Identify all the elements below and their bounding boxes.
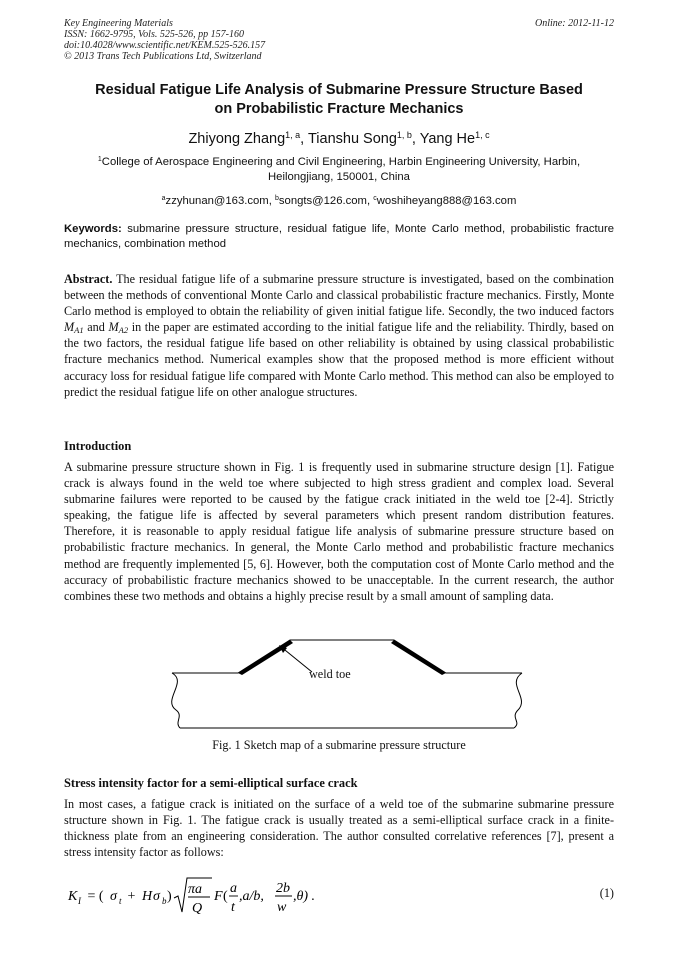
figure-caption: Fig. 1 Sketch map of a submarine pressure structure <box>212 738 466 752</box>
issn-line: ISSN: 1662-9795, Vols. 525-526, pp 157-160 <box>64 29 244 40</box>
affiliation <box>64 155 614 185</box>
journal-name: Key Engineering Materials <box>64 18 173 29</box>
author-list <box>64 130 614 148</box>
online-date: Online: 2012-11-12 <box>535 18 614 29</box>
journal-header <box>64 18 484 62</box>
eq-t: t <box>231 900 235 915</box>
right-break-line <box>514 673 522 728</box>
abstract-and: and <box>83 320 109 335</box>
email-mark-a: a <box>161 195 166 203</box>
email-separator: , <box>366 195 374 207</box>
title-line-1: Residual Fatigue Life Analysis of Submarine Pressure Structure Based <box>95 82 583 98</box>
keywords-text: submarine pressure structure, residual fatigue life, Monte Carlo method, probabilistic fracture mechanics, combination method <box>64 223 614 250</box>
author-3: Yang He <box>419 131 476 147</box>
author-1-affil: 1, a <box>285 130 301 141</box>
affiliation-mark: 1 <box>97 156 102 164</box>
weld-toe-label: weld toe <box>309 667 351 681</box>
symbol-m: M <box>64 320 75 335</box>
affiliation-line-2: Heilongjiang, 150001, China <box>268 171 410 183</box>
equation-formula <box>64 872 424 922</box>
sif-heading: Stress intensity factor for a semi-elliptical surface crack <box>64 776 358 790</box>
email-c[interactable]: woshiheyang888@163.com <box>376 195 517 207</box>
abstract-text-2: in the paper are estimated according to the initial fatigue life and the reliability. Thirdly, based on the two factors, the residual fatigue life based on other reliability is obtained by using classical probabilistic fracture mechanics method. Numerical examples show that the proposed method is more efficient without accuracy loss for residual fatigue life compared with Monte Carlo method. This method can also be employed to predict the residual fatigue life on other analogue structures. <box>64 320 614 399</box>
email-mark-c: c <box>373 195 377 203</box>
author-2: Tianshu Song <box>307 131 397 147</box>
eq-theta: ,θ) . <box>293 889 316 904</box>
author-separator: , <box>411 131 420 147</box>
equation-1 <box>64 872 614 922</box>
sif-text: In most cases, a fatigue crack is initiated on the surface of a weld toe of the submarine submarine pressure structure shown in Fig. 1. The fatigue crack is usually treated as a semi-elliptical surface crack in a finite-thickness plate from an engineering consideration. The author consulted correlative references [7], present a stress intensity factor as follows: <box>64 797 614 860</box>
author-2-affil: 1, b <box>396 130 412 141</box>
symbol-a1: A1 <box>74 325 84 336</box>
eq-close-paren: ) <box>167 889 172 904</box>
abstract-label: Abstract. <box>64 272 113 286</box>
copyright-line: © 2013 Trans Tech Publications Ltd, Switzerland <box>64 51 262 62</box>
eq-open-paren: ( <box>223 889 228 904</box>
symbol-m: M <box>108 320 119 335</box>
eq-sigma-b: σ <box>153 889 160 904</box>
eq-w: w <box>277 900 287 915</box>
email-separator: , <box>268 195 275 207</box>
weld-bevel-left <box>238 640 293 675</box>
eq-k: K <box>68 889 78 904</box>
eq-sigma-t: σ <box>110 889 117 904</box>
abstract-text-1: The residual fatigue life of a submarine pressure structure is investigated, based on the combination between the methods of conventional Monte Carlo and classical probabilistic fracture mechanics. Firstly, Monte Carlo method is employed to obtain the reliability of given initial fatigue life. Secondly, the two induced factors <box>64 272 614 319</box>
eq-f: F <box>214 889 223 904</box>
pressure-structure-sketch <box>166 628 548 740</box>
abstract <box>64 271 614 400</box>
author-1: Zhiyong Zhang <box>188 131 286 147</box>
email-b[interactable]: songts@126.com <box>278 195 367 207</box>
equation-number: (1) <box>599 886 614 900</box>
eq-a-over-b: ,a/b, <box>239 889 264 904</box>
author-separator: , <box>300 131 308 147</box>
left-break-line <box>172 673 180 728</box>
eq-k-sub: I <box>78 896 81 906</box>
eq-sub-t: t <box>119 896 122 906</box>
eq-sub-b: b <box>162 896 167 906</box>
keywords-label: Keywords: <box>64 223 122 235</box>
eq-equals: = ( <box>84 889 104 904</box>
eq-pi-a: πa <box>188 882 203 897</box>
affiliation-line-1: College of Aerospace Engineering and Civil Engineering, Harbin Engineering University, Harbin, <box>101 156 581 168</box>
introduction-heading: Introduction <box>64 439 132 453</box>
eq-h: H <box>142 889 153 904</box>
doi-line: doi:10.4028/www.scientific.net/KEM.525-526.157 <box>64 40 266 51</box>
email-mark-b: b <box>274 195 279 203</box>
eq-a: a <box>230 881 237 896</box>
keywords <box>64 222 614 251</box>
eq-plus: + <box>124 889 139 904</box>
email-list <box>64 194 614 208</box>
author-3-affil: 1, c <box>475 130 490 141</box>
eq-q: Q <box>192 901 203 916</box>
symbol-a2: A2 <box>118 325 129 336</box>
paper-title <box>64 81 614 119</box>
weld-bevel-right <box>391 640 446 675</box>
title-line-2: on Probabilistic Fracture Mechanics <box>214 101 464 117</box>
eq-2b: 2b <box>276 881 290 896</box>
introduction-text: A submarine pressure structure shown in Fig. 1 is frequently used in submarine structure design [1]. Fatigue crack is always found in the weld toe where subjected to high stress gradient and complex load. Several submarine failures were reported to be caused by the fatigue crack initiated in the weld toe [2-4]. Strictly speaking, the fatigue life is affected by several parameters which present random distribution features. Therefore, it is reasonable to apply residual fatigue life analysis of submarine pressure structure based on probabilistic fracture mechanics. In general, the Monte Carlo method and probabilistic fracture mechanics method are frequently implemented [5, 6]. However, both the computation cost of Monte Carlo method and the accuracy of probabilistic fracture mechanics showed to be unacceptable. In the current research, the author combines these two methods and obtains a highly precise result by a small amount of sampling data. <box>64 460 614 603</box>
email-a[interactable]: zzyhunan@163.com <box>165 195 269 207</box>
